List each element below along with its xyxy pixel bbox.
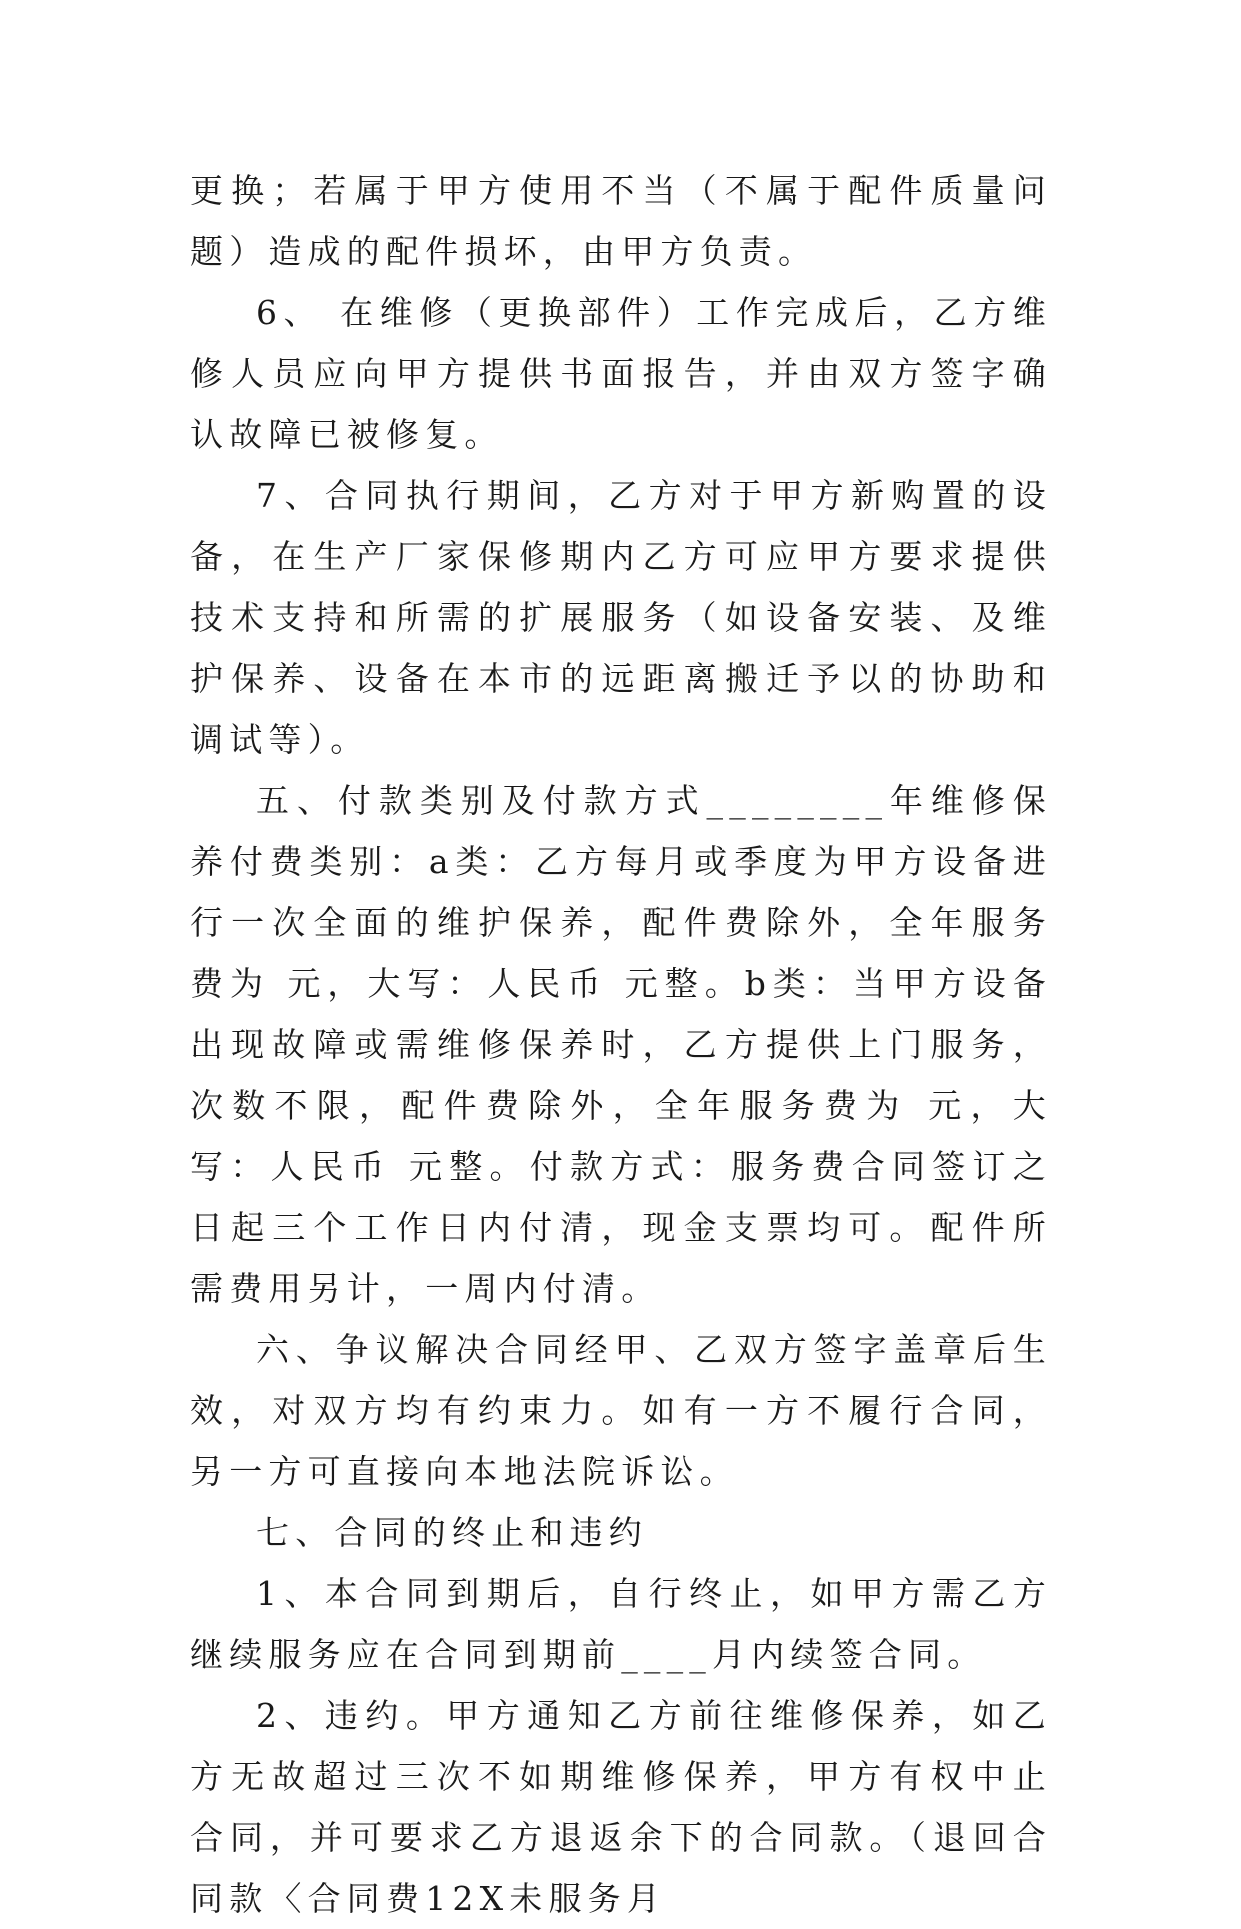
heading-section-7-termination: 七、合同的终止和违约 xyxy=(256,1513,648,1552)
paragraph-item-2-breach: 2、违约。甲方通知乙方前往维修保养，如乙方无故超过三次不如期维修保养，甲方有权中止合同，并可要求乙方退返余下的合同款。（退回合同款〈合同费12X未服务月 xyxy=(190,1696,1052,1918)
paragraph-item-1-expiry: 1、本合同到期后，自行终止，如甲方需乙方继续服务应在合同到期前____月内续签合同。 xyxy=(190,1574,1052,1674)
paragraph-parts-replacement: 更换；若属于甲方使用不当（不属于配件质量问题）造成的配件损坏，由甲方负责。 xyxy=(190,171,1052,271)
paragraph-item-6-repair-report: 6、 在维修（更换部件）工作完成后，乙方维修人员应向甲方提供书面报告，并由双方签字确认故障已被修复。 xyxy=(190,293,1052,454)
paragraph-item-7-extended-service: 7、合同执行期间，乙方对于甲方新购置的设备，在生产厂家保修期内乙方可应甲方要求提供技术支持和所需的扩展服务（如设备安装、及维护保养、设备在本市的远距离搬迁予以的协助和调试等）。 xyxy=(190,476,1052,759)
paragraph-section-5-payment: 五、付款类别及付款方式________年维修保养付费类别：a类：乙方每月或季度为甲方设备进行一次全面的维护保养，配件费除外，全年服务费为 元，大写：人民币 元整。b类：当甲方设备出现故障或需维修保养时，乙方提供上门服务，次数不限，配件费除外，全年服务费为 元，大写：人民币 元整。付款方式：服务费合同签订之日起三个工作日内付清，现金支票均可。配件所需费用另计，一周内付清。 xyxy=(190,781,1052,1308)
document-body xyxy=(190,160,1052,1929)
paragraph-section-6-dispute: 六、争议解决合同经甲、乙双方签字盖章后生效，对双方均有约束力。如有一方不履行合同，另一方可直接向本地法院诉讼。 xyxy=(190,1330,1052,1491)
